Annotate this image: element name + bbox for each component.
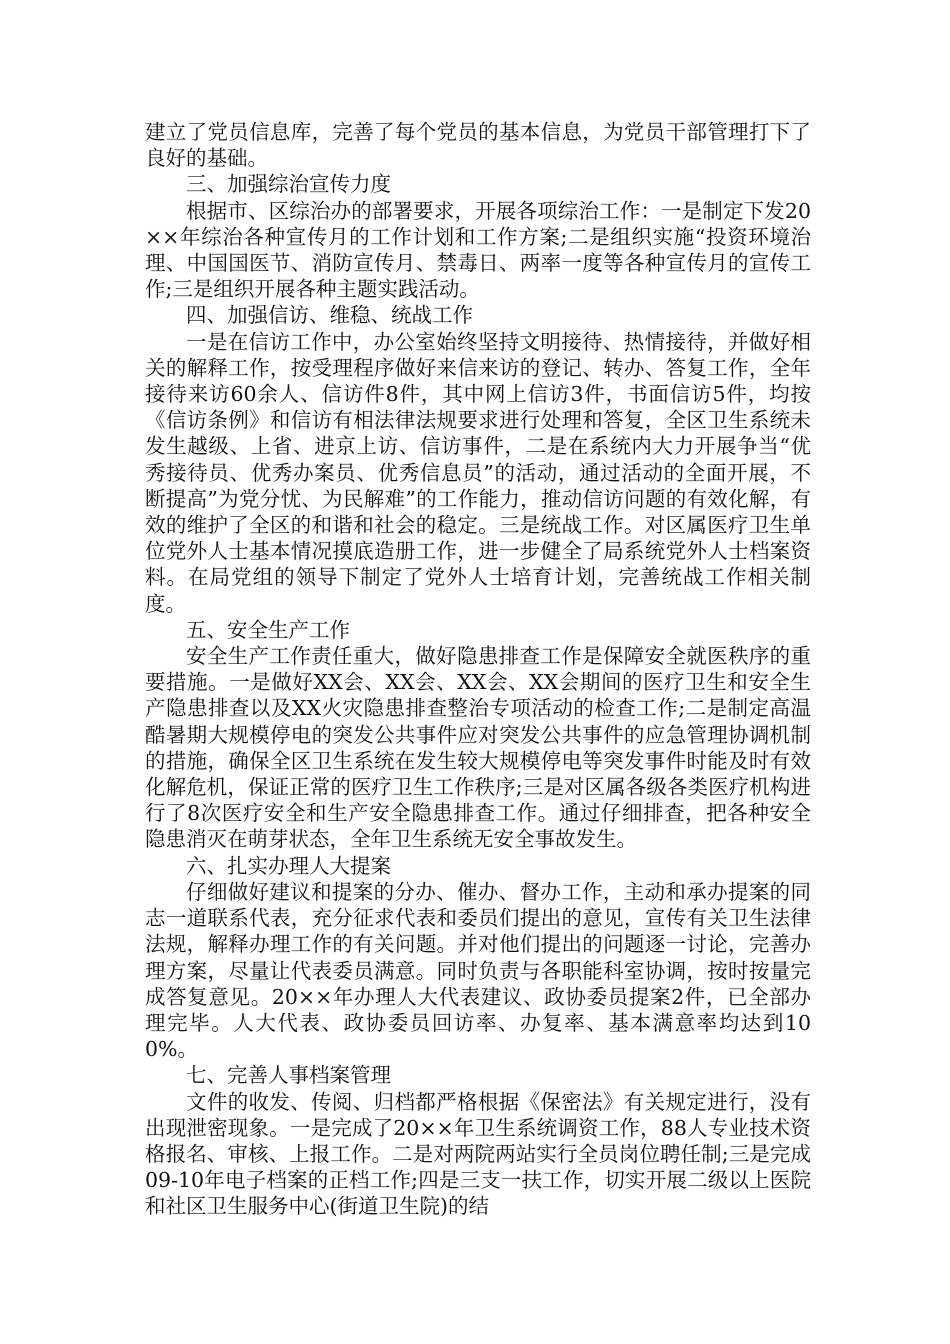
paragraph-section-4: 一是在信访工作中，办公室始终坚持文明接待、热情接待，并做好相关的解释工作，按受理程序做好来信来访的登记、转办、答复工作，全年接待来访60余人、信访件8件，其中网上信访3件，书面信访5件，均按《信访条例》和信访有相法律法规要求进行处理和答复，全区卫生系统未发生越级、上省、进京上访、信访事件，二是在系统内大力开展争当“优秀接待员、优秀办案员、优秀信息员”的活动，通过活动的全面开展，不断提高”为党分忧、为民解难”的工作能力，推动信访问题的有效化解，有效的维护了全区的和谐和社会的稳定。三是统战工作。对区属医疗卫生单位党外人士基本情况摸底造册工作，进一步健全了局系统党外人士档案资料。在局党组的领导下制定了党外人士培育计划，完善统战工作相关制度。 <box>145 329 811 616</box>
section-heading-4: 四、加强信访、维稳、统战工作 <box>186 303 473 328</box>
section-heading-5: 五、安全生产工作 <box>186 617 350 642</box>
section-heading-3: 三、加强综治宣传力度 <box>186 172 391 197</box>
document-page <box>145 119 811 1220</box>
section-heading-7: 七、完善人事档案管理 <box>186 1063 391 1088</box>
section-heading-6: 六、扎实办理人大提案 <box>186 853 391 878</box>
paragraph-section-7: 文件的收发、传阅、归档都严格根据《保密法》有关规定进行，没有出现泄密现象。一是完成了20××年卫生系统调资工作，88人专业技术资格报名、审核、上报工作。二是对两院两站实行全员岗位聘任制;三是完成09-10年电子档案的正档工作;四是三支一扶工作，切实开展二级以上医院和社区卫生服务中心(街道卫生院)的结 <box>145 1089 811 1219</box>
paragraph-continuation: 建立了党员信息库，完善了每个党员的基本信息，为党员干部管理打下了良好的基础。 <box>145 120 811 171</box>
paragraph-section-3: 根据市、区综治办的部署要求，开展各项综治工作：一是制定下发20××年综治各种宣传月的工作计划和工作方案;二是组织实施“投资环境治理、中国国医节、消防宣传月、禁毒日、两率一度等各种宣传月的宣传工作;三是组织开展各种主题实践活动。 <box>145 198 811 302</box>
paragraph-section-5: 安全生产工作责任重大，做好隐患排查工作是保障安全就医秩序的重要措施。一是做好XX会、XX会、XX会、XX会期间的医疗卫生和安全生产隐患排查以及XX火灾隐患排查整治专项活动的检查工作;二是制定高温酷暑期大规模停电的突发公共事件应对突发公共事件的应急管理协调机制的措施，确保全区卫生系统在发生较大规模停电等突发事件时能及时有效化解危机，保证正常的医疗卫生工作秩序;三是对区属各级各类医疗机构进行了8次医疗安全和生产安全隐患排查工作。通过仔细排查，把各种安全隐患消灭在萌芽状态，全年卫生系统无安全事故发生。 <box>145 644 811 852</box>
paragraph-section-6: 仔细做好建议和提案的分办、催办、督办工作，主动和承办提案的同志一道联系代表，充分征求代表和委员们提出的意见，宣传有关卫生法律法规，解释办理工作的有关问题。并对他们提出的问题逐一讨论，完善办理方案，尽量让代表委员满意。同时负责与各职能科室协调，按时按量完成答复意见。20××年办理人大代表建议、政协委员提案2件，已全部办理完毕。人大代表、政协委员回访率、办复率、基本满意率均达到100%。 <box>145 879 811 1062</box>
